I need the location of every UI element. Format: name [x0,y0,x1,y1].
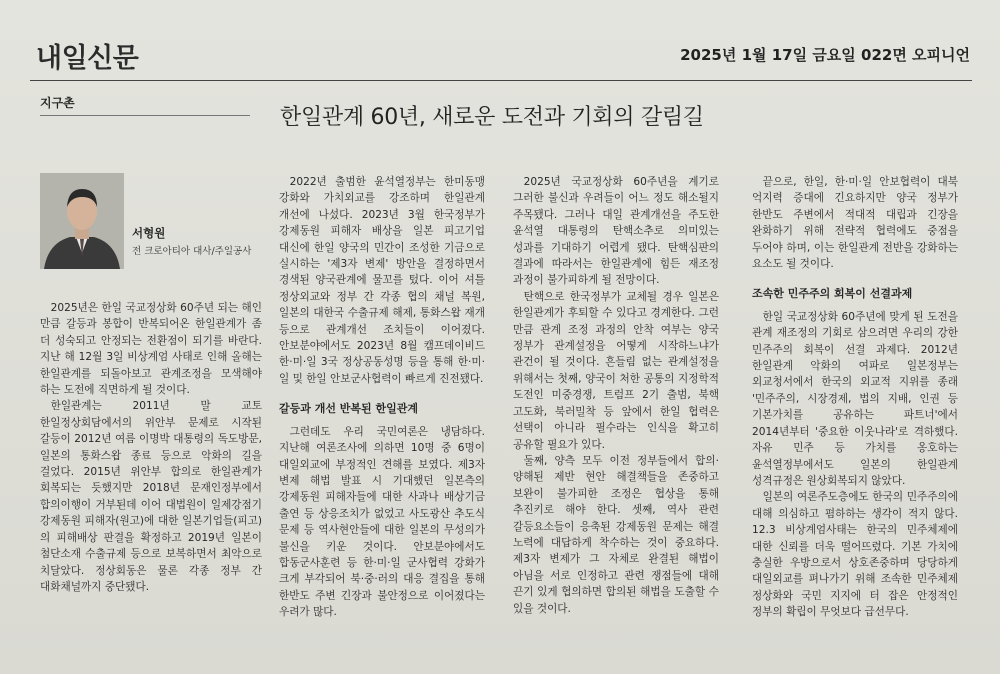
article-column-3 [513,174,719,617]
paragraph: 탄핵으로 한국정부가 교체될 경우 일본은 한일관계가 후퇴할 수 있다고 경계한다. 그런 만큼 관계 조정 과정의 안착 여부는 양국 정부가 관계설정을 어떻게 시작하느냐가 관건이 될 것이다. 흔들림 없는 관계설정을 위해서는 첫째, 양국이 처한 공통의 지정학적 도전인 미중경쟁, 트럼프 2기 출범, 북핵 고도화, 북러밀착 등 앞에서 한일 협력은 선택이 아니라 필수라는 인식을 확고히 공유할 필요가 있다. [513,290,719,451]
paragraph: 한일관계는 2011년 말 교토 한일정상회담에서의 위안부 문제로 시작된 갈등이 2012년 여름 이명박 대통령의 독도방문, 일본의 통화스왑 종료 등으로 악화의 길을 걸었다. 2015년 위안부 합의로 한일관계가 회복되는 듯했지만 2018년 문재인정부에서 합의이행이 거부된데 이어 대법원이 일제강점기 강제동원 피해자(원고)에 대한 일본기업들(피고)의 피해배상 판결을 확정하고 2019년 일본이 첨단소재 수출규제 등으로 보복하면서 최악으로 치달았다. 정상회동은 물론 각종 정부 간 대화채널까지 중단됐다. [40,400,262,593]
author-title: 전 크로아티아 대사/주일공사 [132,246,252,257]
top-rule [30,80,972,81]
paragraph: 둘째, 양측 모두 이전 정부들에서 합의·양해된 제반 현안 해결책들을 존중하고 보완이 불가피한 조정은 협상을 통해 추진키로 해야 한다. 셋째, 역사 관련 갈등요소들이 응축된 강제동원 문제는 해결 노력에 대답하게 착수하는 것이 중요하다. 제3자 변제가 그 자체로 완결된 해법이 아님을 서로 인정하고 관련 쟁점들에 대해 끈기 있게 협의하면 합의된 해법을 도출할 수 있을 것이다. [513,454,719,615]
article-column-2 [279,174,485,621]
article-column-4 [752,174,958,621]
dateline: 2025년 1월 17일 금요일 022면 오피니언 [680,46,970,64]
subheading: 갈등과 개선 반복된 한일관계 [279,402,418,416]
paragraph: 2025년 국교정상화 60주년을 계기로 그러한 불신과 우려들이 어느 정도 해소될지 주목됐다. 그러나 대일 관계개선을 주도한 윤석열 대통령의 탄핵소추로 의미있는 성과를 기대하기 어렵게 됐다. 탄핵심판의 결과에 따라서는 한일관계에 힘든 재조정 과정이 불가피하게 될 전망이다. [513,176,719,287]
subheading: 조속한 민주주의 회복이 선결과제 [752,287,913,301]
paragraph: 한일 국교정상화 60주년에 맞게 된 도전을 관계 재조정의 기회로 삼으려면 우리의 강한 민주주의 회복이 선결 과제다. 2012년 한일관계 악화의 여파로 일본정부는 외교청서에서 한국의 외교적 지위를 종래 '민주주의, 시장경제, 법의 지배, 인권 등 기본가치를 공유하는 파트너'에서 2014년부터 '중요한 이웃나라'로 격하했다. 자유 민주 등 가치를 옹호하는 윤석열정부에서도 일본의 한일관계 성격규정은 원상회복되지 않았다. [752,310,958,487]
article-headline: 한일관계 60년, 새로운 도전과 기회의 갈림길 [280,105,704,130]
masthead: 내일신문 [36,43,139,74]
paragraph: 2025년은 한일 국교정상화 60주년 되는 해인 만큼 갈등과 봉합이 반복되어온 한일관계가 좀 더 성숙되고 안정되는 전환점이 되기를 바란다. 지난 해 12월 3일 비상계엄 사태로 인해 올해는 한일관계를 되돌아보고 관계조정을 모색해야 하는 도전에 직면하게 될 것이다. [40,302,262,397]
section-rule [40,115,250,116]
paragraph: 그런데도 우리 국민여론은 냉담하다. 지난해 여론조사에 의하면 10명 중 6명이 대일외교에 부정적인 견해를 보였다. 제3자 변제 해법 발표 시 기대했던 일본측의 강제동원 피해자들에 대한 사과나 배상기금 출연 등 상응조치가 없었고 사도광산 추도식 문제 등 역사현안들에 대한 일본의 무성의가 불신을 키운 것이다. 안보분야에서도 합동군사훈련 등 한·미·일 군사협력 강화가 크게 부각되어 북·중·러의 대응 결집을 통해 한반도 주변 긴장과 불안정으로 이어졌다는 우려가 많다. [279,425,485,619]
article-column-1 [40,300,262,595]
author-photo [40,173,124,269]
paragraph: 끝으로, 한일, 한·미·일 안보협력이 대북 억지력 증대에 긴요하지만 양국 정부가 한반도 주변에서 적대적 대립과 긴장을 완화하기 위해 전략적 협력에도 중점을 두어야 하며, 이는 한일관계 전반을 강화하는 요소도 될 것이다. [752,176,958,271]
author-portrait-icon [40,173,124,269]
author-name: 서형원 [132,226,166,240]
paragraph: 일본의 여론주도층에도 한국의 민주주의에 대해 의심하고 폄하하는 생각이 적지 않다. 12.3 비상계엄사태는 한국의 민주체제에 대한 신뢰를 더욱 떨어뜨렸다. 기본 가치에 충실한 우방으로서 상호존중하며 당당하게 대일외교를 펴나가기 위해 조속한 민주체제 정상화와 국민 지지에 터 잡은 안정적인 정부의 확립이 무엇보다 급선무다. [752,491,958,619]
paragraph: 2022년 출범한 윤석열정부는 한미동맹 강화와 가치외교를 강조하며 한일관계 개선에 나섰다. 2023년 3월 한국정부가 강제동원 피해자 배상을 일본 피고기업 대신에 한일 양국의 민간이 조성한 기금으로 실시하는 '제3자 변제' 방안을 결정하면서 경색된 양국관계에 물꼬를 텄다. 이어 셔틀 정상외교와 정부 간 각종 협의 채널 복원, 일본의 대한국 수출규제 해제, 통화스왑 재개 등으로 관계개선 조치들이 이어졌다. 안보분야에서도 2023년 8월 캠프데이비드 한·미·일 3국 정상공동성명 등을 통해 한·미·일 및 한일 안보군사협력이 빠르게 진전됐다. [279,176,485,385]
section-label: 지구촌 [40,96,75,110]
